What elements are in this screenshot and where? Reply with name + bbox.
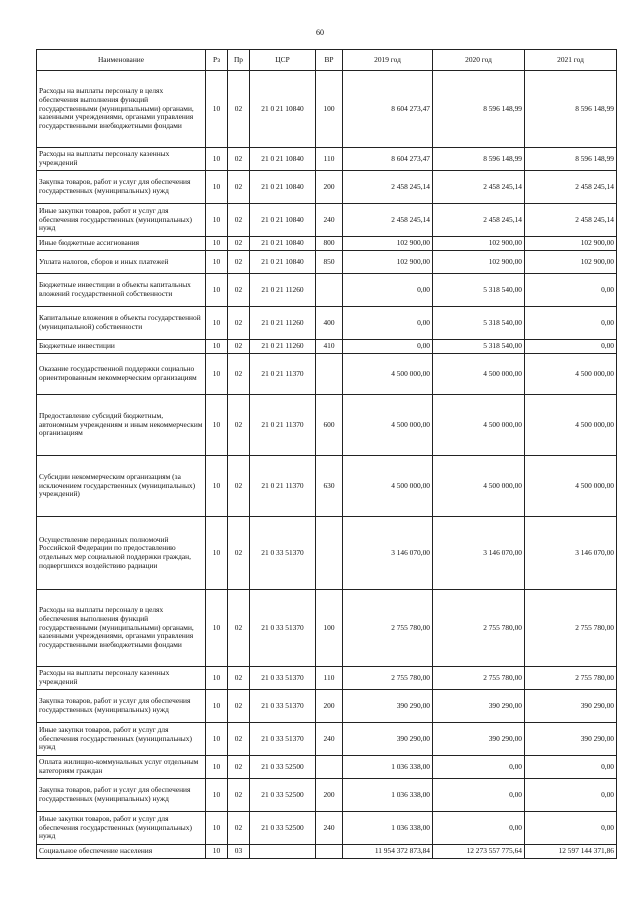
cell-csr: 21 0 21 11370	[250, 354, 316, 395]
cell-2021: 2 755 780,00	[525, 667, 617, 690]
cell-rz: 10	[206, 274, 228, 307]
cell-rz: 10	[206, 779, 228, 812]
cell-pr: 02	[228, 237, 250, 251]
cell-2019: 0,00	[343, 307, 433, 340]
page-number: 60	[316, 28, 324, 37]
table-row	[37, 517, 617, 590]
cell-name: Бюджетные инвестиции в объекты капитальных вложений государственной собственности	[37, 274, 206, 307]
cell-2021: 4 500 000,00	[525, 395, 617, 456]
cell-csr: 21 0 21 10840	[250, 148, 316, 171]
cell-vr: 240	[316, 204, 343, 237]
cell-2019: 8 604 273,47	[343, 148, 433, 171]
cell-rz: 10	[206, 395, 228, 456]
cell-pr: 02	[228, 204, 250, 237]
cell-name: Расходы на выплаты персоналу в целях обеспечения выполнения функций государственными (муниципальными) органами, казенными учреждениями, органами управления государственными внебюджетными фондами	[37, 590, 206, 667]
cell-2019: 4 500 000,00	[343, 395, 433, 456]
cell-name: Капитальные вложения в объекты государственной (муниципальной) собственности	[37, 307, 206, 340]
cell-2020: 390 290,00	[433, 723, 525, 756]
table-row	[37, 845, 617, 859]
cell-name: Предоставление субсидий бюджетным, автономным учреждениям и иным некоммерческим организациям	[37, 395, 206, 456]
budget-table	[36, 49, 617, 859]
cell-csr: 21 0 21 10840	[250, 237, 316, 251]
cell-pr: 02	[228, 456, 250, 517]
table-row	[37, 690, 617, 723]
cell-2020: 102 900,00	[433, 251, 525, 274]
cell-name: Иные закупки товаров, работ и услуг для обеспечения государственных (муниципальных) нужд	[37, 812, 206, 845]
header-2019: 2019 год	[343, 50, 433, 71]
cell-vr: 400	[316, 307, 343, 340]
header-csr: ЦСР	[250, 50, 316, 71]
cell-csr: 21 0 21 11260	[250, 340, 316, 354]
cell-2021: 2 458 245,14	[525, 171, 617, 204]
cell-csr: 21 0 33 51370	[250, 667, 316, 690]
cell-name: Закупка товаров, работ и услуг для обеспечения государственных (муниципальных) нужд	[37, 690, 206, 723]
cell-pr: 03	[228, 845, 250, 859]
cell-rz: 10	[206, 307, 228, 340]
table-row	[37, 723, 617, 756]
cell-vr: 850	[316, 251, 343, 274]
cell-2020: 0,00	[433, 779, 525, 812]
table-row	[37, 274, 617, 307]
cell-csr: 21 0 33 51370	[250, 517, 316, 590]
cell-2019: 4 500 000,00	[343, 456, 433, 517]
table-row	[37, 148, 617, 171]
cell-2019: 1 036 338,00	[343, 812, 433, 845]
cell-pr: 02	[228, 307, 250, 340]
cell-2019: 390 290,00	[343, 723, 433, 756]
table-row	[37, 340, 617, 354]
cell-rz: 10	[206, 340, 228, 354]
cell-pr: 02	[228, 690, 250, 723]
cell-2019: 11 954 372 873,84	[343, 845, 433, 859]
cell-name: Оплата жилищно-коммунальных услуг отдельным категориям граждан	[37, 756, 206, 779]
table-row	[37, 354, 617, 395]
cell-rz: 10	[206, 171, 228, 204]
table-row	[37, 171, 617, 204]
cell-2021: 3 146 070,00	[525, 517, 617, 590]
cell-vr	[316, 756, 343, 779]
cell-2021: 102 900,00	[525, 237, 617, 251]
cell-rz: 10	[206, 204, 228, 237]
cell-2019: 0,00	[343, 274, 433, 307]
cell-name: Иные закупки товаров, работ и услуг для обеспечения государственных (муниципальных) нужд	[37, 204, 206, 237]
cell-2021: 0,00	[525, 779, 617, 812]
cell-2021: 4 500 000,00	[525, 354, 617, 395]
table-row	[37, 756, 617, 779]
cell-2021: 4 500 000,00	[525, 456, 617, 517]
cell-pr: 02	[228, 71, 250, 148]
cell-2021: 0,00	[525, 274, 617, 307]
cell-name: Расходы на выплаты персоналу казенных учреждений	[37, 148, 206, 171]
cell-vr	[316, 274, 343, 307]
cell-2020: 8 596 148,99	[433, 148, 525, 171]
cell-pr: 02	[228, 756, 250, 779]
cell-2020: 8 596 148,99	[433, 71, 525, 148]
cell-csr: 21 0 33 52500	[250, 779, 316, 812]
cell-name: Иные бюджетные ассигнования	[37, 237, 206, 251]
table-row	[37, 237, 617, 251]
cell-csr: 21 0 21 11370	[250, 395, 316, 456]
cell-csr: 21 0 33 52500	[250, 812, 316, 845]
cell-pr: 02	[228, 274, 250, 307]
cell-name: Субсидии некоммерческим организациям (за исключением государственных (муниципальных) учреждений)	[37, 456, 206, 517]
cell-vr: 100	[316, 590, 343, 667]
cell-2019: 3 146 070,00	[343, 517, 433, 590]
cell-csr: 21 0 21 11260	[250, 307, 316, 340]
cell-pr: 02	[228, 395, 250, 456]
cell-2021: 0,00	[525, 307, 617, 340]
cell-csr: 21 0 21 10840	[250, 204, 316, 237]
cell-rz: 10	[206, 148, 228, 171]
cell-2021: 2 755 780,00	[525, 590, 617, 667]
table-row	[37, 812, 617, 845]
cell-2019: 390 290,00	[343, 690, 433, 723]
table-row	[37, 779, 617, 812]
cell-rz: 10	[206, 71, 228, 148]
cell-name: Иные закупки товаров, работ и услуг для обеспечения государственных (муниципальных) нужд	[37, 723, 206, 756]
table-row	[37, 204, 617, 237]
cell-vr: 100	[316, 71, 343, 148]
cell-vr: 110	[316, 667, 343, 690]
cell-2021: 12 597 144 371,86	[525, 845, 617, 859]
cell-2020: 390 290,00	[433, 690, 525, 723]
cell-2020: 4 500 000,00	[433, 395, 525, 456]
cell-2020: 2 755 780,00	[433, 590, 525, 667]
cell-rz: 10	[206, 690, 228, 723]
cell-rz: 10	[206, 237, 228, 251]
cell-vr: 630	[316, 456, 343, 517]
cell-2019: 2 755 780,00	[343, 590, 433, 667]
cell-2019: 0,00	[343, 340, 433, 354]
cell-pr: 02	[228, 354, 250, 395]
cell-2020: 5 318 540,00	[433, 340, 525, 354]
cell-csr: 21 0 33 51370	[250, 690, 316, 723]
cell-rz: 10	[206, 667, 228, 690]
cell-name: Бюджетные инвестиции	[37, 340, 206, 354]
table-row	[37, 71, 617, 148]
cell-rz: 10	[206, 590, 228, 667]
table-row	[37, 590, 617, 667]
cell-vr: 240	[316, 812, 343, 845]
cell-vr	[316, 354, 343, 395]
cell-name: Закупка товаров, работ и услуг для обеспечения государственных (муниципальных) нужд	[37, 779, 206, 812]
cell-pr: 02	[228, 667, 250, 690]
cell-2021: 390 290,00	[525, 723, 617, 756]
cell-2020: 2 755 780,00	[433, 667, 525, 690]
cell-csr: 21 0 21 10840	[250, 71, 316, 148]
cell-name: Осуществление переданных полномочий Российской Федерации по предоставлению отдельных мер социальной поддержки граждан, подвергшихся воздействию радиации	[37, 517, 206, 590]
cell-2021: 102 900,00	[525, 251, 617, 274]
cell-2021: 8 596 148,99	[525, 71, 617, 148]
cell-vr: 600	[316, 395, 343, 456]
cell-name: Оказание государственной поддержки социально ориентированным некоммерческим организациям	[37, 354, 206, 395]
cell-2020: 2 458 245,14	[433, 171, 525, 204]
cell-rz: 10	[206, 845, 228, 859]
cell-rz: 10	[206, 756, 228, 779]
cell-rz: 10	[206, 723, 228, 756]
cell-vr: 200	[316, 779, 343, 812]
cell-csr: 21 0 33 52500	[250, 756, 316, 779]
table-row	[37, 251, 617, 274]
cell-2021: 0,00	[525, 812, 617, 845]
header-name: Наименование	[37, 50, 206, 71]
cell-2019: 1 036 338,00	[343, 756, 433, 779]
cell-vr: 800	[316, 237, 343, 251]
cell-2021: 390 290,00	[525, 690, 617, 723]
cell-pr: 02	[228, 517, 250, 590]
cell-vr: 200	[316, 171, 343, 204]
cell-rz: 10	[206, 812, 228, 845]
cell-2020: 12 273 557 775,64	[433, 845, 525, 859]
cell-2019: 102 900,00	[343, 237, 433, 251]
cell-2021: 8 596 148,99	[525, 148, 617, 171]
cell-name: Расходы на выплаты персоналу в целях обеспечения выполнения функций государственными (муниципальными) органами, казенными учреждениями, органами управления государственными внебюджетными фондами	[37, 71, 206, 148]
cell-vr	[316, 845, 343, 859]
cell-pr: 02	[228, 779, 250, 812]
cell-2020: 3 146 070,00	[433, 517, 525, 590]
cell-vr: 240	[316, 723, 343, 756]
cell-vr: 410	[316, 340, 343, 354]
cell-2021: 2 458 245,14	[525, 204, 617, 237]
cell-vr	[316, 517, 343, 590]
cell-csr: 21 0 33 51370	[250, 590, 316, 667]
header-2020: 2020 год	[433, 50, 525, 71]
cell-2021: 0,00	[525, 756, 617, 779]
cell-2020: 4 500 000,00	[433, 456, 525, 517]
cell-name: Социальное обеспечение населения	[37, 845, 206, 859]
table-row	[37, 307, 617, 340]
table-row	[37, 456, 617, 517]
cell-2020: 5 318 540,00	[433, 307, 525, 340]
header-rz: Рз	[206, 50, 228, 71]
table-row	[37, 667, 617, 690]
cell-csr: 21 0 21 11260	[250, 274, 316, 307]
cell-pr: 02	[228, 148, 250, 171]
cell-name: Закупка товаров, работ и услуг для обеспечения государственных (муниципальных) нужд	[37, 171, 206, 204]
cell-2019: 2 755 780,00	[343, 667, 433, 690]
header-vr: ВР	[316, 50, 343, 71]
cell-2020: 0,00	[433, 812, 525, 845]
cell-2020: 5 318 540,00	[433, 274, 525, 307]
cell-csr: 21 0 21 11370	[250, 456, 316, 517]
cell-csr: 21 0 33 51370	[250, 723, 316, 756]
cell-rz: 10	[206, 354, 228, 395]
cell-2019: 1 036 338,00	[343, 779, 433, 812]
header-pr: Пр	[228, 50, 250, 71]
cell-pr: 02	[228, 812, 250, 845]
cell-name: Расходы на выплаты персоналу казенных учреждений	[37, 667, 206, 690]
cell-name: Уплата налогов, сборов и иных платежей	[37, 251, 206, 274]
header-2021: 2021 год	[525, 50, 617, 71]
cell-2021: 0,00	[525, 340, 617, 354]
cell-rz: 10	[206, 456, 228, 517]
table-row	[37, 395, 617, 456]
cell-2019: 8 604 273,47	[343, 71, 433, 148]
cell-csr	[250, 845, 316, 859]
cell-vr: 200	[316, 690, 343, 723]
cell-pr: 02	[228, 251, 250, 274]
cell-csr: 21 0 21 10840	[250, 171, 316, 204]
cell-pr: 02	[228, 171, 250, 204]
cell-2019: 4 500 000,00	[343, 354, 433, 395]
cell-vr: 110	[316, 148, 343, 171]
cell-2019: 102 900,00	[343, 251, 433, 274]
cell-2020: 102 900,00	[433, 237, 525, 251]
cell-pr: 02	[228, 723, 250, 756]
cell-2020: 0,00	[433, 756, 525, 779]
cell-pr: 02	[228, 590, 250, 667]
cell-rz: 10	[206, 517, 228, 590]
cell-2019: 2 458 245,14	[343, 204, 433, 237]
cell-rz: 10	[206, 251, 228, 274]
cell-pr: 02	[228, 340, 250, 354]
cell-csr: 21 0 21 10840	[250, 251, 316, 274]
cell-2019: 2 458 245,14	[343, 171, 433, 204]
cell-2020: 2 458 245,14	[433, 204, 525, 237]
cell-2020: 4 500 000,00	[433, 354, 525, 395]
table-header-row	[37, 50, 617, 71]
